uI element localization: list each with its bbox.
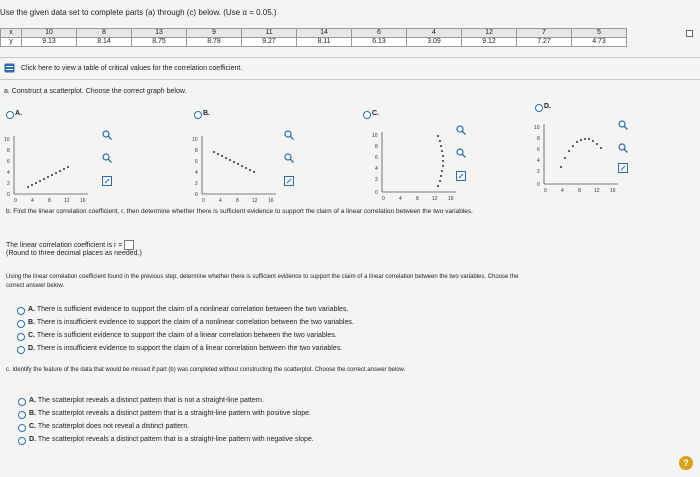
part-c-question: c. Identify the feature of the data that would be missed if part (b) was completed without constructing the scatterplot. Choose the correct answer below. — [6, 367, 406, 373]
part-b-question: b. Find the linear correlation coefficient, r, then determine whether there is sufficient evidence to support the claim of a linear correlation between the two variables. — [6, 208, 473, 215]
zoom-in-icon[interactable] — [618, 117, 628, 127]
option-letter: D. — [28, 345, 35, 352]
option-text: The scatterplot reveals a distinct pattern that is a straight-line pattern with negative slope. — [37, 436, 314, 443]
zoom-out-icon[interactable] — [456, 145, 466, 155]
x-row — [1, 29, 627, 38]
point — [439, 140, 441, 142]
point — [437, 185, 439, 187]
y-cell: 8.14 — [77, 38, 132, 47]
y-tick: 2 — [7, 181, 10, 187]
x-tick: 16 — [610, 188, 616, 194]
point — [253, 171, 255, 173]
point — [441, 170, 443, 172]
x-tick: 8 — [48, 198, 51, 204]
zoom-out-icon[interactable] — [618, 140, 628, 150]
point — [439, 180, 441, 182]
x-cell: 13 — [132, 29, 187, 38]
point — [560, 166, 562, 168]
option-letter: A. — [28, 306, 35, 313]
x-tick: 8 — [236, 198, 239, 204]
x-tick: 12 — [64, 198, 70, 204]
point — [442, 155, 444, 157]
y-cell: 8.75 — [132, 38, 187, 47]
x-cell: 10 — [22, 29, 77, 38]
option-text: The scatterplot reveals a distinct pattern that is a straight-line pattern with positive slope. — [37, 410, 311, 417]
zoom-out-icon[interactable] — [284, 150, 294, 160]
x-cell: 11 — [242, 29, 297, 38]
option-text: There is sufficient evidence to support the claim of a linear correlation between the two variables. — [36, 332, 337, 339]
point — [442, 165, 444, 167]
zoom-in-icon[interactable] — [456, 122, 466, 132]
y-tick: 10 — [4, 137, 10, 143]
option-d-radio[interactable] — [535, 104, 543, 112]
y-tick: 8 — [375, 144, 378, 150]
y-tick: 4 — [7, 170, 10, 176]
x-cell: 5 — [572, 29, 627, 38]
point — [27, 186, 29, 188]
option-a-radio[interactable] — [6, 111, 14, 119]
part-c-option-c-radio[interactable] — [18, 424, 26, 432]
option-letter: A. — [29, 397, 36, 404]
r-label-text: The linear correlation coefficient is r = — [6, 241, 123, 249]
x-tick: 12 — [432, 196, 438, 202]
y-tick: 6 — [375, 155, 378, 161]
point — [229, 159, 231, 161]
y-tick: 8 — [537, 136, 540, 142]
option-text: There is insufficient evidence to support the claim of a nonlinear correlation between the two variables. — [36, 319, 354, 326]
x-tick: 16 — [268, 198, 274, 204]
point — [580, 139, 582, 141]
x-tick: 4 — [561, 188, 564, 194]
y-cell: 9.27 — [242, 38, 297, 47]
x-tick: 4 — [219, 198, 222, 204]
part-b-option-a-radio[interactable] — [17, 307, 25, 315]
zoom-in-icon[interactable] — [284, 127, 294, 137]
part-b-option-d[interactable] — [28, 345, 342, 352]
option-b-label: B. — [203, 110, 210, 117]
point — [237, 163, 239, 165]
point — [588, 138, 590, 140]
expand-graph-icon[interactable] — [102, 173, 112, 183]
point — [213, 151, 215, 153]
data-table — [0, 28, 627, 47]
point — [221, 155, 223, 157]
x-tick: 16 — [80, 198, 86, 204]
y-header: y — [1, 38, 22, 47]
point — [568, 150, 570, 152]
option-letter: B. — [28, 319, 35, 326]
y-cell: 8.11 — [297, 38, 352, 47]
zoom-out-icon[interactable] — [102, 150, 112, 160]
y-cell: 9.13 — [22, 38, 77, 47]
x-tick: 4 — [31, 198, 34, 204]
part-c-option-b[interactable] — [29, 410, 311, 417]
point — [55, 172, 57, 174]
part-c-option-a[interactable] — [29, 397, 264, 404]
copy-table-icon[interactable] — [686, 30, 694, 38]
point — [47, 176, 49, 178]
part-b-option-b[interactable] — [28, 319, 354, 326]
scatterplot-c — [370, 122, 460, 212]
part-b-option-b-radio[interactable] — [17, 320, 25, 328]
y-tick: 4 — [537, 158, 540, 164]
x-tick: 0 — [382, 196, 385, 202]
y-tick: 2 — [375, 177, 378, 183]
instruction-text: Use the given data set to complete parts (a) through (c) below. (Use α = 0.05.) — [0, 8, 277, 17]
point — [63, 168, 65, 170]
x-cell: 6 — [352, 29, 407, 38]
y-tick: 0 — [537, 182, 540, 188]
point — [59, 170, 61, 172]
option-c-radio[interactable] — [363, 111, 371, 119]
point — [440, 175, 442, 177]
point — [51, 174, 53, 176]
x-tick: 0 — [544, 188, 547, 194]
y-tick: 8 — [195, 148, 198, 154]
y-tick: 2 — [195, 181, 198, 187]
y-row — [1, 38, 627, 47]
part-c-option-a-radio[interactable] — [18, 398, 26, 406]
y-cell: 4.73 — [572, 38, 627, 47]
expand-graph-icon[interactable] — [618, 160, 628, 170]
divider — [0, 57, 700, 58]
point — [31, 184, 33, 186]
point — [600, 147, 602, 149]
scatterplot-b — [190, 124, 280, 214]
point — [35, 182, 37, 184]
option-text: There is sufficient evidence to support the claim of a nonlinear correlation between the two variables. — [36, 306, 349, 313]
option-d-label: D. — [544, 103, 551, 110]
y-tick: 6 — [195, 159, 198, 165]
point — [441, 150, 443, 152]
x-tick: 4 — [399, 196, 402, 202]
option-letter: C. — [28, 332, 35, 339]
round-note: (Round to three decimal places as needed.) — [6, 250, 142, 257]
scatterplot-d — [532, 114, 622, 204]
point — [217, 153, 219, 155]
y-tick: 6 — [537, 147, 540, 153]
expand-graph-icon[interactable] — [284, 173, 294, 183]
option-text: The scatterplot does not reveal a distinct pattern. — [37, 423, 190, 430]
x-tick: 16 — [448, 196, 454, 202]
y-tick: 0 — [195, 192, 198, 198]
point — [233, 161, 235, 163]
point — [584, 138, 586, 140]
x-cell: 4 — [407, 29, 462, 38]
x-cell: 14 — [297, 29, 352, 38]
point — [241, 165, 243, 167]
point — [245, 167, 247, 169]
help-button[interactable]: ? — [679, 456, 693, 470]
point — [572, 145, 574, 147]
x-cell: 12 — [462, 29, 517, 38]
part-c-option-c[interactable] — [29, 423, 189, 430]
part-c-option-d-radio[interactable] — [18, 437, 26, 445]
using-text: Using the linear correlation coefficient found in the previous step, determine whether there is sufficient evidence to support the claim of a linear correlation between the two variables. Choose the — [6, 274, 519, 280]
y-tick: 4 — [375, 166, 378, 172]
divider — [0, 79, 700, 80]
point — [592, 140, 594, 142]
point — [596, 143, 598, 145]
critical-values-link[interactable]: Click here to view a table of critical values for the correlation coefficient. — [21, 65, 243, 72]
part-a-question: a. Construct a scatterplot. Choose the correct graph below. — [4, 88, 187, 95]
x-tick: 12 — [594, 188, 600, 194]
point — [249, 169, 251, 171]
point — [437, 135, 439, 137]
x-tick: 8 — [416, 196, 419, 202]
option-letter: C. — [29, 423, 36, 430]
y-cell: 6.13 — [352, 38, 407, 47]
x-cell: 7 — [517, 29, 572, 38]
table-icon[interactable] — [4, 63, 15, 73]
point — [67, 166, 69, 168]
x-cell: 9 — [187, 29, 242, 38]
option-letter: D. — [29, 436, 36, 443]
r-answer-input[interactable] — [124, 240, 134, 250]
y-tick: 10 — [534, 125, 540, 131]
y-cell: 9.12 — [462, 38, 517, 47]
option-letter: B. — [29, 410, 36, 417]
y-tick: 10 — [372, 133, 378, 139]
point — [225, 157, 227, 159]
option-a-label: A. — [15, 110, 22, 117]
point — [440, 145, 442, 147]
option-b-radio[interactable] — [194, 111, 202, 119]
x-tick: 8 — [578, 188, 581, 194]
x-cell: 8 — [77, 29, 132, 38]
point — [564, 157, 566, 159]
part-c-option-b-radio[interactable] — [18, 411, 26, 419]
part-b-option-c[interactable] — [28, 332, 337, 339]
y-tick: 0 — [375, 190, 378, 196]
expand-graph-icon[interactable] — [456, 168, 466, 178]
point — [442, 160, 444, 162]
x-tick: 0 — [202, 198, 205, 204]
point — [39, 180, 41, 182]
y-tick: 10 — [192, 137, 198, 143]
option-text: The scatterplot reveals a distinct pattern that is not a straight-line pattern. — [37, 397, 264, 404]
part-b-option-a[interactable] — [28, 306, 348, 313]
x-header: x — [1, 29, 22, 38]
part-b-option-c-radio[interactable] — [17, 333, 25, 341]
y-tick: 2 — [537, 169, 540, 175]
y-tick: 6 — [7, 159, 10, 165]
option-c-label: C. — [372, 110, 379, 117]
option-text: There is insufficient evidence to support the claim of a linear correlation between the two variables. — [36, 345, 343, 352]
scatterplot-a — [2, 124, 92, 214]
r-label — [6, 240, 134, 250]
y-tick: 0 — [7, 192, 10, 198]
part-b-option-d-radio[interactable] — [17, 346, 25, 354]
part-c-option-d[interactable] — [29, 436, 314, 443]
y-cell: 7.27 — [517, 38, 572, 47]
zoom-in-icon[interactable] — [102, 127, 112, 137]
point — [43, 178, 45, 180]
y-cell: 3.09 — [407, 38, 462, 47]
y-tick: 8 — [7, 148, 10, 154]
point — [576, 141, 578, 143]
y-cell: 8.78 — [187, 38, 242, 47]
y-tick: 4 — [195, 170, 198, 176]
x-tick: 12 — [252, 198, 258, 204]
using-text-cont: correct answer below. — [6, 283, 65, 289]
x-tick: 0 — [14, 198, 17, 204]
